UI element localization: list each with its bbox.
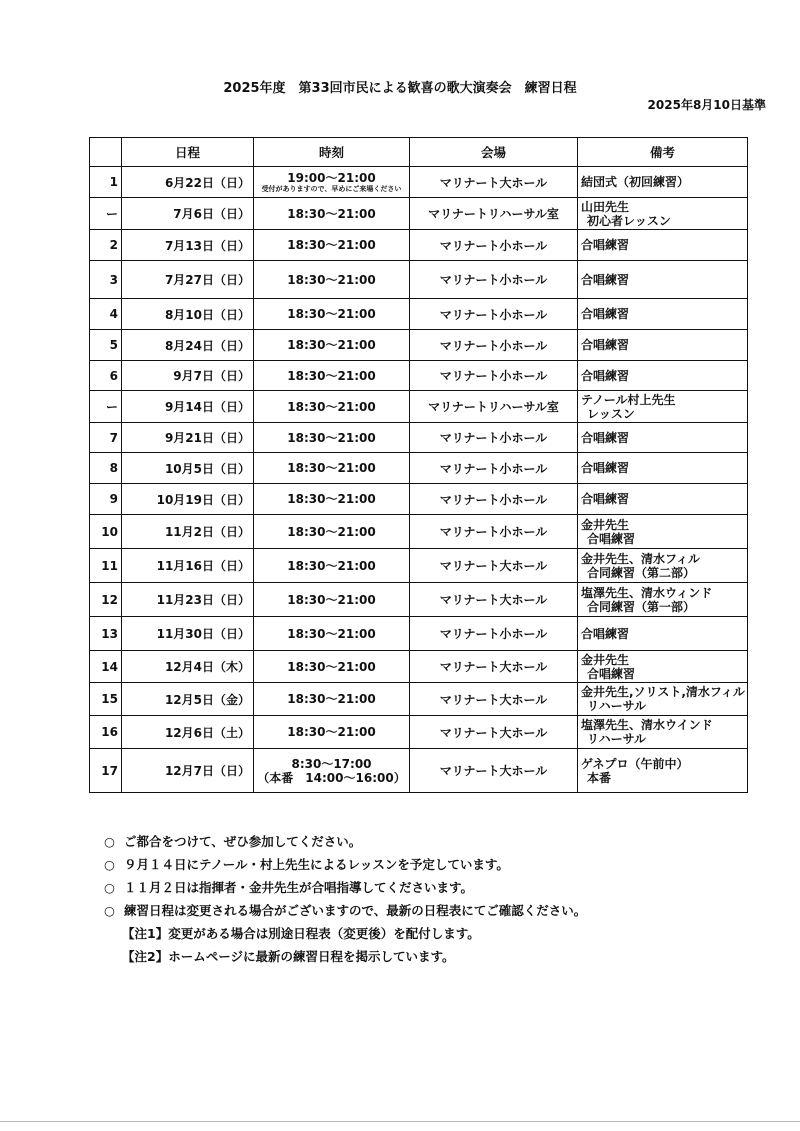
row-time (254, 515, 410, 549)
row-time (254, 261, 410, 299)
note-line: 塩澤先生、清水ウィンド (581, 585, 713, 600)
row-number: 2 (90, 230, 122, 261)
row-number: ー (90, 198, 122, 230)
row-time (254, 617, 410, 651)
time-line: 18:30～21:00 (287, 238, 376, 252)
table-row (90, 167, 748, 198)
note-item (104, 945, 764, 968)
row-venue: マリナートリハーサル室 (410, 391, 578, 423)
row-note (578, 583, 748, 617)
row-date: 12月7日（日） (122, 749, 254, 793)
note-line: 合唱練習 (587, 666, 636, 681)
row-date: 12月4日（木） (122, 651, 254, 683)
row-time (254, 198, 410, 230)
note-text: 【注2】ホームページに最新の練習日程を掲示しています。 (122, 949, 455, 964)
row-venue: マリナート小ホール (410, 330, 578, 361)
note-line: 合唱練習 (581, 492, 630, 506)
row-time (254, 167, 410, 198)
time-line: 18:30～21:00 (287, 692, 376, 706)
row-number: 1 (90, 167, 122, 198)
note-item (104, 853, 764, 876)
note-line: リハーサル (587, 699, 647, 713)
note-line: 合唱練習 (581, 338, 630, 352)
note-item (104, 830, 764, 853)
row-venue: マリナート小ホール (410, 453, 578, 484)
row-time (254, 583, 410, 617)
row-number: 9 (90, 484, 122, 515)
row-venue: マリナート大ホール (410, 583, 578, 617)
row-number: 3 (90, 261, 122, 299)
row-venue: マリナート小ホール (410, 423, 578, 453)
row-venue: マリナート小ホール (410, 617, 578, 651)
row-note (578, 749, 748, 793)
table-row (90, 549, 748, 583)
row-time (254, 391, 410, 423)
note-line: 合唱練習 (581, 461, 630, 475)
row-number: 6 (90, 361, 122, 391)
row-venue: マリナート小ホール (410, 484, 578, 515)
note-line: 塩澤先生、清水ウインド (581, 718, 713, 732)
time-line: 18:30～21:00 (287, 399, 376, 414)
footer-divider (0, 1121, 800, 1122)
note-line: ゲネプロ（午前中） (581, 756, 689, 771)
row-time (254, 330, 410, 361)
time-line: 18:30～21:00 (287, 206, 376, 221)
row-number: 12 (90, 583, 122, 617)
header-no (90, 138, 122, 167)
row-number: 15 (90, 683, 122, 716)
row-note (578, 230, 748, 261)
note-line: 金井先生 (581, 517, 630, 532)
table-row (90, 361, 748, 391)
row-venue: マリナート大ホール (410, 549, 578, 583)
note-line: 合唱練習 (581, 272, 630, 287)
table-row (90, 330, 748, 361)
row-date: 9月14日（日） (122, 391, 254, 423)
note-line: 合唱練習 (581, 307, 630, 321)
note-line: 合唱練習 (581, 430, 630, 445)
time-line: 18:30～21:00 (287, 461, 376, 475)
row-date: 12月6日（土） (122, 716, 254, 749)
row-date: 11月30日（日） (122, 617, 254, 651)
row-date: 11月23日（日） (122, 583, 254, 617)
note-text: 【注1】変更がある場合は別途日程表（変更後）を配付します。 (122, 926, 480, 941)
time-line: 18:30～21:00 (287, 626, 376, 641)
row-venue: マリナート小ホール (410, 515, 578, 549)
note-line: 初心者レッスン (587, 213, 671, 228)
row-note (578, 299, 748, 330)
header-time: 時刻 (254, 138, 410, 167)
row-number: 14 (90, 651, 122, 683)
time-line: （本番 14:00～16:00） (257, 770, 406, 785)
row-note (578, 617, 748, 651)
row-time (254, 683, 410, 716)
row-venue: マリナート大ホール (410, 651, 578, 683)
time-line: 18:30～21:00 (287, 592, 376, 607)
row-time (254, 484, 410, 515)
row-note (578, 167, 748, 198)
row-time (254, 651, 410, 683)
note-line: 合同練習（第二部） (587, 565, 696, 580)
row-note (578, 361, 748, 391)
row-time (254, 230, 410, 261)
table-row (90, 651, 748, 683)
row-time (254, 361, 410, 391)
time-line: 18:30～21:00 (287, 307, 376, 321)
time-line: 18:30～21:00 (287, 368, 376, 383)
time-line: 8:30～17:00 (291, 756, 372, 771)
note-line: リハーサル (587, 732, 647, 746)
time-line: 18:30～21:00 (287, 558, 376, 573)
schedule-table (89, 137, 748, 793)
row-note (578, 549, 748, 583)
row-number: 5 (90, 330, 122, 361)
row-venue: マリナート大ホール (410, 749, 578, 793)
row-number: 17 (90, 749, 122, 793)
row-note (578, 198, 748, 230)
row-date: 9月7日（日） (122, 361, 254, 391)
notes-section (104, 830, 764, 968)
note-line: 金井先生、清水フィル (581, 551, 701, 566)
note-line: レッスン (587, 406, 635, 421)
note-item (104, 922, 764, 945)
row-venue: マリナート小ホール (410, 230, 578, 261)
note-item (104, 876, 764, 899)
row-number: 7 (90, 423, 122, 453)
row-date: 8月10日（日） (122, 299, 254, 330)
header-note: 備考 (578, 138, 748, 167)
row-time (254, 453, 410, 484)
table-row (90, 230, 748, 261)
row-date: 10月5日（日） (122, 453, 254, 484)
row-note (578, 716, 748, 749)
note-line: 合同練習（第一部） (587, 599, 696, 614)
row-time (254, 716, 410, 749)
row-date: 6月22日（日） (122, 167, 254, 198)
row-number: 4 (90, 299, 122, 330)
row-venue: マリナート大ホール (410, 683, 578, 716)
row-venue: マリナート大ホール (410, 167, 578, 198)
table-row (90, 453, 748, 484)
row-number: 8 (90, 453, 122, 484)
row-date: 11月16日（日） (122, 549, 254, 583)
row-date: 10月19日（日） (122, 484, 254, 515)
row-date: 9月21日（日） (122, 423, 254, 453)
row-number: ー (90, 391, 122, 423)
note-line: 結団式（初回練習） (581, 175, 690, 189)
time-line: 18:30～21:00 (287, 338, 376, 352)
note-text: ９月１４日にテノール・村上先生によるレッスンを予定しています。 (124, 857, 509, 872)
row-venue: マリナート小ホール (410, 299, 578, 330)
time-line: 18:30～21:00 (287, 492, 376, 506)
row-note (578, 484, 748, 515)
circle-bullet-icon: ○ (104, 834, 115, 849)
note-line: 山田先生 (581, 199, 630, 214)
note-text: １１月２日は指揮者・金井先生が合唱指導してくださいます。 (124, 880, 474, 895)
table-row (90, 716, 748, 749)
header-date: 日程 (122, 138, 254, 167)
time-line: 18:30～21:00 (287, 524, 376, 539)
table-row (90, 391, 748, 423)
table-row (90, 261, 748, 299)
table-row (90, 583, 748, 617)
row-venue: マリナートリハーサル室 (410, 198, 578, 230)
row-time (254, 549, 410, 583)
row-time (254, 299, 410, 330)
circle-bullet-icon: ○ (104, 880, 115, 895)
table-row (90, 617, 748, 651)
row-venue: マリナート小ホール (410, 361, 578, 391)
row-date: 12月5日（金） (122, 683, 254, 716)
table-row (90, 423, 748, 453)
row-number: 11 (90, 549, 122, 583)
base-date: 2025年8月10日基準 (647, 98, 766, 112)
row-date: 8月24日（日） (122, 330, 254, 361)
table-header-row (90, 138, 748, 167)
row-time (254, 749, 410, 793)
table-row (90, 299, 748, 330)
row-date: 11月2日（日） (122, 515, 254, 549)
note-line: テノール村上先生 (581, 392, 676, 407)
row-note (578, 453, 748, 484)
table-row (90, 515, 748, 549)
note-line: 合唱練習 (587, 531, 636, 546)
row-date: 7月6日（日） (122, 198, 254, 230)
time-line: 19:00～21:00 (287, 170, 376, 185)
circle-bullet-icon: ○ (104, 903, 115, 918)
note-line: 金井先生,ソリスト,清水フィル (581, 685, 745, 699)
row-number: 10 (90, 515, 122, 549)
note-text: ご都合をつけて、ぜひ参加してください。 (124, 834, 362, 849)
note-line: 合唱練習 (581, 368, 630, 383)
time-line: 18:30～21:00 (287, 725, 376, 739)
row-number: 16 (90, 716, 122, 749)
row-note (578, 515, 748, 549)
table-row (90, 484, 748, 515)
row-date: 7月27日（日） (122, 261, 254, 299)
page-title: 2025年度 第33回市民による歓喜の歌大演奏会 練習日程 (223, 81, 577, 96)
note-line: 金井先生 (581, 652, 630, 667)
row-note (578, 330, 748, 361)
note-line: 合唱練習 (581, 238, 630, 252)
row-note (578, 391, 748, 423)
note-line: 本番 (587, 770, 612, 785)
header-venue: 会場 (410, 138, 578, 167)
row-note (578, 261, 748, 299)
table-row (90, 683, 748, 716)
time-line: 18:30～21:00 (287, 659, 376, 674)
time-line: 18:30～21:00 (287, 430, 376, 445)
note-line: 合唱練習 (581, 626, 630, 641)
time-subnote: 受付がありますので、早めにご来場ください (261, 184, 402, 193)
row-note (578, 651, 748, 683)
row-date: 7月13日（日） (122, 230, 254, 261)
note-text: 練習日程は変更される場合がございますので、最新の日程表にてご確認ください。 (124, 903, 587, 918)
row-venue: マリナート小ホール (410, 261, 578, 299)
row-venue: マリナート大ホール (410, 716, 578, 749)
row-note (578, 423, 748, 453)
table-row (90, 749, 748, 793)
note-item (104, 899, 764, 922)
time-line: 18:30～21:00 (287, 272, 376, 287)
row-note (578, 683, 748, 716)
circle-bullet-icon: ○ (104, 857, 115, 872)
row-time (254, 423, 410, 453)
row-number: 13 (90, 617, 122, 651)
table-row (90, 198, 748, 230)
